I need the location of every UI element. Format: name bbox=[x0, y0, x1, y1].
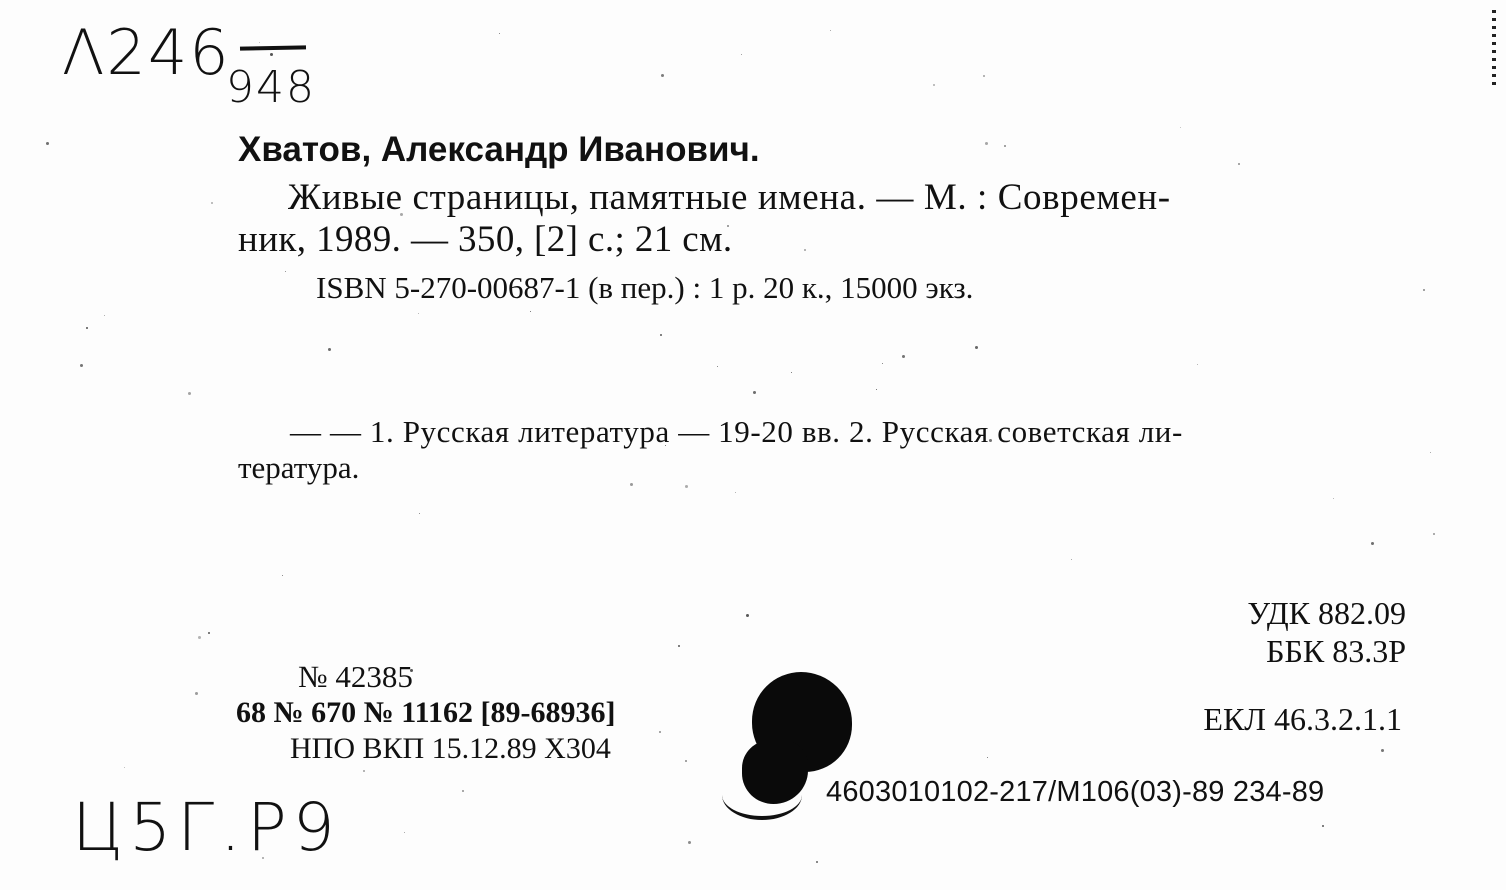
speckle bbox=[1381, 749, 1384, 752]
bbk-code: ББК 83.3Р bbox=[1266, 633, 1406, 669]
speckle bbox=[661, 74, 664, 77]
edge-mark bbox=[1492, 10, 1496, 90]
subjects-line-1: — — 1. Русская литература — 19-20 вв. 2. Русская советская ли- bbox=[290, 414, 1183, 449]
speckle bbox=[735, 492, 736, 493]
subjects-line-2: тература. bbox=[238, 450, 360, 485]
isbn-line: ISBN 5-270-00687-1 (в пер.) : 1 р. 20 к., 15000 экз. bbox=[316, 270, 974, 305]
speckle bbox=[259, 42, 260, 43]
imprint-npo-line: НПО ВКП 15.12.89 Х304 bbox=[290, 732, 611, 765]
speckle bbox=[195, 692, 198, 695]
speckle bbox=[987, 757, 988, 758]
speckle bbox=[717, 366, 718, 367]
speckle bbox=[104, 315, 105, 316]
speckle bbox=[211, 202, 213, 204]
speckle bbox=[630, 483, 633, 486]
shelf-mark-bottom: Ц5Г.Р9 bbox=[72, 789, 341, 866]
speckle bbox=[285, 271, 286, 272]
speckle bbox=[816, 861, 818, 863]
speckle bbox=[1322, 825, 1324, 827]
speckle bbox=[659, 731, 661, 733]
speckle bbox=[1333, 498, 1334, 499]
speckle bbox=[882, 363, 883, 364]
speckle bbox=[983, 75, 985, 77]
speckle bbox=[985, 142, 988, 145]
speckle bbox=[753, 391, 756, 394]
speckle bbox=[46, 142, 49, 145]
speckle bbox=[1238, 163, 1240, 165]
speckle bbox=[499, 33, 500, 34]
speckle bbox=[419, 513, 420, 514]
speckle bbox=[1197, 364, 1198, 365]
speckle bbox=[1371, 542, 1374, 545]
speckle bbox=[902, 355, 905, 358]
speckle bbox=[86, 327, 88, 329]
imprint-number: № 42385 bbox=[298, 659, 413, 694]
speckle bbox=[933, 84, 935, 86]
speckle bbox=[1430, 452, 1431, 453]
shelf-mark-top: Λ246 bbox=[62, 16, 231, 89]
speckle bbox=[830, 30, 831, 31]
speckle bbox=[282, 575, 283, 576]
speckle bbox=[975, 346, 978, 349]
speckle bbox=[791, 372, 792, 373]
title-line-1: Живые страницы, памятные имена. — М. : Современ- bbox=[288, 177, 1171, 218]
speckle bbox=[363, 770, 365, 772]
speckle bbox=[404, 832, 405, 833]
speckle bbox=[124, 767, 125, 768]
speckle bbox=[328, 348, 331, 351]
speckle bbox=[678, 645, 680, 647]
ekl-code: ЕКЛ 46.3.2.1.1 bbox=[1203, 701, 1402, 737]
speckle bbox=[270, 53, 273, 56]
speckle bbox=[688, 841, 691, 844]
speckle bbox=[530, 311, 531, 312]
speckle bbox=[208, 632, 210, 634]
speckle bbox=[1004, 145, 1006, 147]
imprint-code-line: 4603010102-217/М106(03)-89 234-89 bbox=[826, 776, 1325, 808]
title-line-2: ник, 1989. — 350, [2] с.; 21 см. bbox=[238, 219, 733, 260]
shelf-mark-fraction: 948 bbox=[226, 62, 316, 113]
speckle bbox=[198, 636, 201, 639]
speckle bbox=[1423, 289, 1425, 291]
speckle bbox=[804, 249, 806, 251]
speckle bbox=[1433, 533, 1435, 535]
speckle bbox=[80, 364, 83, 367]
ink-blot-arc bbox=[722, 770, 802, 820]
speckle bbox=[876, 389, 877, 390]
speckle bbox=[685, 760, 687, 762]
speckle bbox=[746, 614, 749, 617]
speckle bbox=[741, 54, 742, 55]
fraction-bar bbox=[240, 45, 306, 50]
speckle bbox=[418, 313, 419, 314]
imprint-order-line: 68 № 670 № 11162 [89-68936] bbox=[236, 696, 616, 729]
speckle bbox=[462, 790, 464, 792]
speckle bbox=[660, 334, 662, 336]
author-heading: Хватов, Александр Иванович. bbox=[238, 130, 760, 169]
speckle bbox=[1180, 127, 1181, 128]
udk-code: УДК 882.09 bbox=[1247, 595, 1406, 631]
speckle bbox=[1071, 559, 1072, 560]
speckle bbox=[188, 392, 191, 395]
speckle bbox=[685, 485, 688, 488]
